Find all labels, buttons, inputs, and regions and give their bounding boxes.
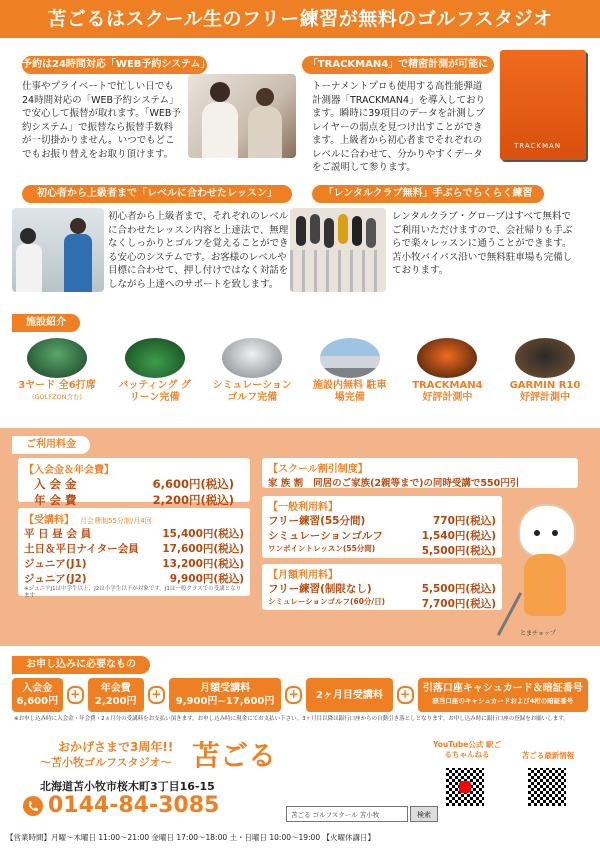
- putting-green-image: [125, 338, 185, 378]
- person-body-icon: [248, 106, 282, 158]
- facility-item: [309, 338, 391, 418]
- apply-step: [12, 678, 63, 712]
- monthly-fee-box: [262, 564, 502, 610]
- price-name: 平 日 昼 会 員: [24, 528, 92, 540]
- feature-web-body: 仕事やプライベートで忙しい日でも24時間対応の「WEB予約システム」で安心して振替が取れます。「WEB予約システム」で振替なら振替手数料が一切掛かりません。いつでもどこでもお振り替えをお取り頂けます。: [22, 81, 181, 160]
- apply-step: [169, 678, 281, 712]
- rental-clubs-photo: [290, 208, 386, 292]
- price-row: [24, 526, 244, 541]
- facility-item: [16, 338, 98, 418]
- price-row: [24, 476, 244, 492]
- step-title: 引落口座キャシュカード＆暗証番号: [422, 683, 583, 694]
- youtube-qr-code[interactable]: [446, 768, 484, 806]
- price-value: 13,200円(税込): [162, 558, 244, 570]
- club-icon: [310, 214, 320, 244]
- mascot-label: とまチョップ: [520, 630, 556, 637]
- studio-logo: 苫ごる: [192, 739, 277, 772]
- step-title: 月額受講料: [200, 683, 251, 694]
- price-row: [24, 541, 244, 556]
- club-icon: [352, 216, 362, 246]
- step-value: 9,900円~17,600円: [175, 696, 275, 707]
- feature-lesson-title: 初心者から上級者まで「レベルに合わせたレッスン」: [22, 185, 292, 203]
- lesson-footnote: ※ジュニアJ1は中学生以上、J2は小学生以下が対象です。J1は一般クラスでの受講となります: [24, 586, 242, 599]
- apply-step: [88, 678, 144, 712]
- discount-box: [262, 458, 578, 488]
- discount-row: [268, 475, 572, 489]
- facility-sublabel: (GOLFZON含む): [31, 393, 83, 401]
- lesson-fee-heading: 【受講料】: [24, 515, 74, 526]
- search-button[interactable]: 検索: [410, 806, 438, 822]
- step-title: 2ヶ月目受講料: [315, 689, 383, 701]
- studio-address: 北海道苫小牧市桜木町3丁目16-15: [40, 780, 215, 793]
- club-icon: [366, 218, 376, 248]
- club-icon: [324, 218, 334, 248]
- feature-rental-body: レンタルクラブ・グローブはすべて無料でご利用いただけますので、会社帰りも手ぶらで楽々レッスンに通うことができます。苫小牧バイパス沿いで無料駐車場も完備しております。: [392, 211, 573, 276]
- lesson-fee-header: [24, 511, 244, 526]
- simulator-image: [222, 338, 282, 378]
- price-row: [268, 581, 496, 596]
- price-value: 2,200円(税込): [152, 493, 234, 507]
- plus-icon: +: [285, 686, 302, 704]
- phone-block: [22, 793, 219, 818]
- instructor-head-icon: [20, 228, 36, 244]
- feature-web-title: 予約は24時間対応「WEB予約システム」: [22, 56, 207, 74]
- price-name: フリー練習(制限なし): [268, 583, 372, 595]
- student-head-icon: [70, 218, 86, 234]
- facilities-row: [16, 338, 586, 418]
- person-head-icon: [210, 82, 230, 102]
- plus-icon: +: [397, 686, 414, 704]
- youtube-icon: [459, 781, 471, 793]
- hours-bar: [0, 824, 600, 850]
- trackman-image: [417, 338, 477, 378]
- price-name: ジュニア(J2): [24, 573, 87, 585]
- price-row: [268, 513, 496, 528]
- price-name: シミュレーションゴルフ(60分/日): [268, 597, 386, 606]
- club-icon: [338, 214, 348, 244]
- feature-trackman-body: トーナメントプロも使用する高性能弾道計測器「TRACKMAN4」を導入しております。瞬時に39項目のデータを計測しプレイヤーの弱点を見つけ出すことができます。上級者から初心者までそれぞれのレベルに合わせて、分かりやすくデータをご説明して参ります。: [312, 81, 486, 173]
- feature-trackman-title: 「TRACKMAN4」で精密計測が可能に: [302, 56, 494, 74]
- club-icon: [296, 216, 306, 246]
- price-value: 5,500円(税込): [421, 545, 496, 557]
- lesson-fee-note: 月会費制55分制/月4回: [80, 517, 152, 525]
- mascot-head-icon: [518, 504, 576, 558]
- step-value: 2,200円: [94, 696, 137, 707]
- trackman-device-label: TRACKMAN: [514, 142, 562, 150]
- club-shafts: [290, 250, 386, 292]
- price-value: 7,700円(税込): [421, 598, 496, 610]
- driving-range-image: [27, 338, 87, 378]
- apply-section-label: お申し込みに必要なもの: [12, 656, 150, 674]
- price-row: [268, 596, 496, 611]
- price-value: 770円(税込): [432, 515, 496, 527]
- price-name: 年 会 費: [34, 493, 77, 507]
- trackman-device: [500, 50, 586, 160]
- facility-label: GARMIN R10 好評計測中: [509, 380, 581, 403]
- price-name: シミュレーションゴルフ: [268, 530, 383, 542]
- lesson-fee-box: [18, 508, 250, 599]
- facilities-section-label: 施設紹介: [12, 314, 80, 332]
- step-title: 年会費: [100, 683, 131, 694]
- info-qr-code[interactable]: [528, 768, 566, 806]
- step-value: 該当口座のキャシュカードおよび4桁の暗証番号: [432, 697, 574, 705]
- price-value: 1,540円(税込): [421, 530, 496, 542]
- page-banner: 苫ごるはスクール生のフリー練習が無料のゴルフスタジオ: [0, 0, 600, 38]
- price-name: フリー練習(55分間): [268, 515, 366, 527]
- price-row: [24, 556, 244, 571]
- mascot-eye-icon: [552, 530, 558, 536]
- step-title: 入会金: [22, 683, 53, 694]
- anniversary-text: おかげさまで3周年!!: [58, 740, 174, 754]
- phone-icon: [22, 795, 44, 817]
- info-label: 苫ごる最新情報: [521, 751, 575, 760]
- plus-icon: +: [148, 686, 165, 704]
- price-name: ワンポイントレッスン(55分間): [268, 544, 376, 553]
- garmin-image: [515, 338, 575, 378]
- facility-item: [406, 338, 488, 418]
- facility-label: シミュレーション ゴルフ完備: [212, 380, 292, 403]
- mascot-body-icon: [524, 554, 566, 616]
- search-text: 苫ごる ゴルフスクール 苫小牧: [291, 811, 380, 819]
- price-value: 17,600円(税込): [162, 543, 244, 555]
- facility-label: 3ヤード 全6打席: [18, 380, 96, 391]
- apply-steps-row: [12, 676, 588, 714]
- facility-label: 施設内無料 駐車場完備: [313, 380, 387, 403]
- feature-rental-title: 「レンタルクラブ無料」手ぶらでらくらく練習: [312, 185, 544, 203]
- person-body-icon: [202, 102, 238, 158]
- feature-lesson-body: 初心者から上級者まで、それぞれのレベルに合わせたレッスン内容と上達法で、無理なくしっかりとゴルフを覚えることができる安心のシステムです。お客様のレベルや目標に合わせて、押し付けではなく対話をしながら上達へのサポートを致します。: [108, 211, 289, 290]
- search-box[interactable]: [286, 806, 408, 822]
- entry-fee-box: [18, 458, 250, 507]
- apply-note: ※お申し込み時に入会金・年会費・2ヵ月分の受講料をお支払い頂きます。お申し込み時に現金にてお支払い下さい。3ヶ月目以降は銀行口座からの自動引き落としとなります。お申し込み時に銀行口座の登録をお願いします。: [14, 716, 569, 722]
- price-row: [24, 492, 244, 508]
- facility-label: TRACKMAN4 好評計測中: [412, 380, 483, 403]
- student-body-icon: [64, 234, 92, 292]
- youtube-label: YouTube公式 駅ごるちゃんねる: [433, 740, 501, 759]
- price-value: 6,600円(税込): [152, 477, 234, 491]
- lesson-photo: [12, 208, 104, 292]
- monthly-fee-heading: 【月額利用料】: [268, 570, 338, 581]
- price-value: 5,500円(税込): [421, 583, 496, 595]
- facility-item: [114, 338, 196, 418]
- mascot-illustration: [506, 504, 586, 642]
- phone-number[interactable]: 0144-84-3085: [48, 793, 220, 818]
- person-head-icon: [256, 88, 274, 106]
- facility-label: バッティング グリーン完備: [118, 380, 191, 403]
- price-name: ジュニア(J1): [24, 558, 87, 570]
- price-name: 入 会 金: [34, 477, 77, 491]
- studio-subtitle: 〜苫小牧ゴルフスタジオ〜: [40, 756, 172, 769]
- mascot-eye-icon: [534, 530, 540, 536]
- pricing-section-label: ご利用料金: [12, 436, 90, 454]
- price-name: 土日＆平日ナイター会員: [24, 543, 139, 555]
- parking-image: [320, 338, 380, 378]
- instructor-body-icon: [16, 244, 42, 292]
- general-fee-heading: 【一般利用料】: [268, 502, 338, 513]
- plus-icon: +: [67, 686, 84, 704]
- facility-item: [504, 338, 586, 418]
- price-value: 15,400円(税込): [162, 528, 244, 540]
- price-row: [268, 543, 496, 558]
- price-row: [268, 528, 496, 543]
- discount-text: 同居のご家族(2親等まで)の同時受講で550円引: [313, 478, 520, 489]
- price-row: [24, 571, 244, 586]
- general-fee-box: [262, 496, 502, 558]
- discount-name: 家 族 割: [268, 478, 304, 489]
- discount-heading: 【スクール割引制度】: [268, 464, 368, 475]
- facility-item: [211, 338, 293, 418]
- apply-step: [418, 678, 588, 712]
- apply-step: [306, 678, 392, 712]
- price-value: 9,900円(税込): [169, 573, 244, 585]
- business-hours: 【営業時間】月曜〜木曜日 11:00〜21:00 金曜日 17:00〜18:00 土・日曜日 10:00〜19:00 【火曜休講日】: [6, 833, 375, 842]
- entry-fee-heading: 【入会金＆年会費】: [24, 465, 114, 476]
- step-value: 6,600円: [16, 696, 59, 707]
- reservation-photo: [188, 74, 296, 158]
